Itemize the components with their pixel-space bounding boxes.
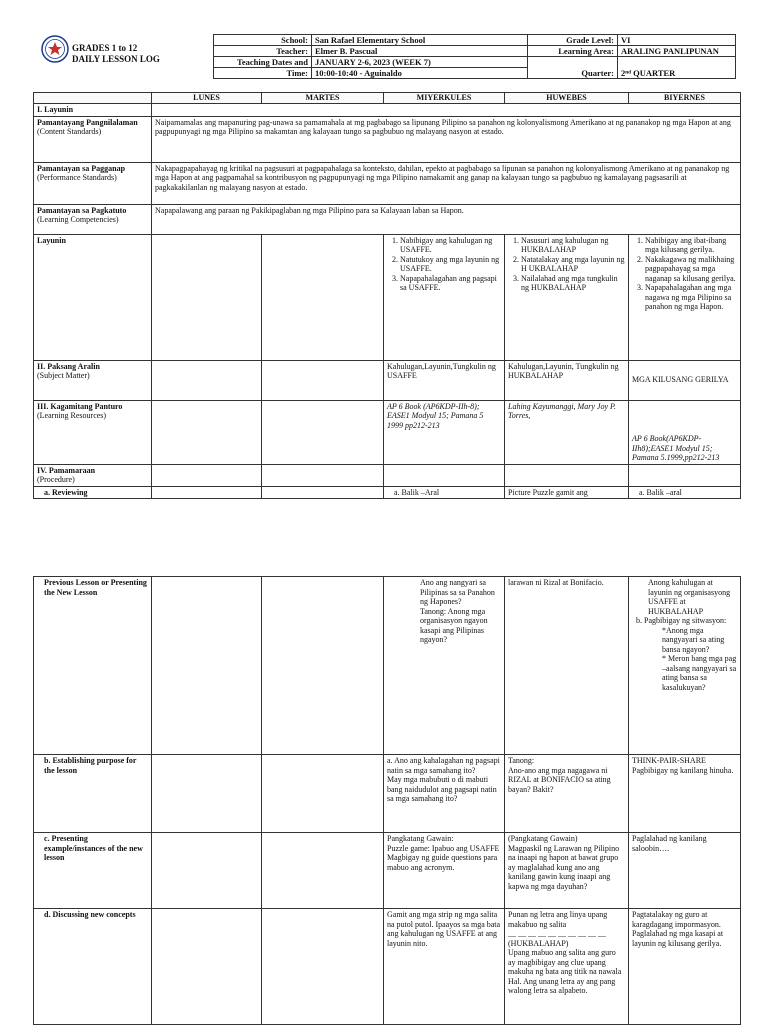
reviewing-label: a. Reviewing xyxy=(34,486,152,499)
prev-fri-c: *Anong mga nangyayari sa ating bansa ngayon? * Meron bang mga pag –aalsang nangyayari sa ating bansa sa kasalukuyan? xyxy=(662,625,737,692)
performance-standards-label xyxy=(34,162,152,204)
blank-cell xyxy=(152,833,262,909)
list-item: 2. Natutukoy ang mga layunin ng USAFFE. xyxy=(400,255,501,274)
list-item: 1. Nasusuri ang kahulugan ng HUKBALAHAP xyxy=(521,236,625,255)
list-item: 2. Nakakagawa ng malikhaing pagpapahayag sa mga naganap sa kilusang gerilya. xyxy=(645,255,737,284)
area-label: Learning Area: xyxy=(528,46,618,57)
label-sub: (Learning Competencies) xyxy=(37,215,119,224)
blank-cell xyxy=(262,400,384,464)
dates-value: JANUARY 2-6, 2023 (WEEK 7) xyxy=(312,57,528,68)
subject-thu: Kahulugan,Layunin, Tungkulin ng HUKBALAHAP xyxy=(505,360,629,400)
learning-competencies-text: Napapalawang ang paraan ng Pakikipaglaban ng mga Pilipino para sa Kalayaan laban sa Hapon. xyxy=(152,204,741,234)
blank-cell xyxy=(262,464,384,486)
discuss-thu: Punan ng letra ang linya upang makabuo ng salita __ __ __ __ __ __ __ __ __ __ (HUKBALAHAP) Upang mabuo ang salita ang guro ay magbibigay ang clue upang makuha ng bata ang titik na nawala Hal. Ang unang letra ay ang pang walong letra sa alpabeto. xyxy=(505,909,629,1025)
page-2 xyxy=(0,545,768,1024)
discuss-fri: Pagtatalakay ng guro at karagdagang impormasyon. Paglalahad ng mga kasapi at layunin ng kilusang gerilya. xyxy=(629,909,741,1025)
blank-cell xyxy=(505,464,629,486)
previous-lesson-label: Previous Lesson or Presenting the New Lesson xyxy=(34,577,152,755)
label-text: II. Paksang Aralin xyxy=(37,361,100,371)
present-fri: Paglalahad ng kanilang saloobin…. xyxy=(629,833,741,909)
quarter-label: Quarter: xyxy=(528,57,618,79)
blank-cell xyxy=(262,234,384,360)
learning-competencies-label xyxy=(34,204,152,234)
section-layunin: I. Layunin xyxy=(34,104,152,117)
school-value: San Rafael Elementary School xyxy=(312,35,528,46)
deped-seal-icon xyxy=(41,35,69,63)
resources-label xyxy=(34,400,152,464)
resources-thu: Lahing Kayumanggi, Mary Joy P. Torres, xyxy=(505,400,629,464)
time-label: Time: xyxy=(214,68,312,79)
lesson-table-continued xyxy=(33,576,741,1025)
presenting-label: c. Presenting example/instances of the new lesson xyxy=(34,833,152,909)
discussing-label: d. Discussing new concepts xyxy=(34,909,152,1025)
blank-cell xyxy=(152,360,262,400)
day-header: HUWEBES xyxy=(505,93,629,104)
prev-fri-b: b. Pagbibigay ng sitwasyon: xyxy=(636,616,727,625)
document-title xyxy=(72,43,160,65)
performance-standards-text: Nakapagpapahayag ng kritikal na pagsusuri at pagpapahalaga sa konteksto, dahilan, epekto at pagbabago sa lipunan sa panahon ng kolonyalismong Amerikano at ng pananakop ng mga Hapon at ang pagpamahal sa kontribusyon ng pagpupunyagi ng mga Pilipino namakamit ang ganap na kalayaan tungo sa pagbubuo ng kamalayang pagsasarili at pagkakakilanlan ng malayang nasyon at estado. xyxy=(152,162,741,204)
objectives-wed xyxy=(384,234,505,360)
objectives-fri xyxy=(629,234,741,360)
label-sub: (Content Standards) xyxy=(37,127,102,136)
list-item: 3. Nailalahad ang mga tungkulin ng HUKBALAHAP xyxy=(521,274,625,293)
subject-fri: MGA KILUSANG GERILYA xyxy=(629,360,741,400)
grade-label: Grade Level: xyxy=(528,35,618,46)
list-item: 1. Nabibigay ang kahulugan ng USAFFE. xyxy=(400,236,501,255)
subject-matter-label xyxy=(34,360,152,400)
resources-fri: AP 6 Book(AP6KDP-IIh8);EASE1 Modyul 15; Pamana 5.1999,pp212-213 xyxy=(629,400,741,464)
area-value: ARALING PANLIPUNAN xyxy=(618,46,736,57)
blank-cell xyxy=(152,234,262,360)
blank-cell xyxy=(262,755,384,833)
label-text: III. Kagamitang Panturo xyxy=(37,401,123,411)
school-label: School: xyxy=(214,35,312,46)
label-text: Pamantayan sa Pagganap xyxy=(37,163,126,173)
blank-header xyxy=(34,93,152,104)
prev-wed: Ano ang nangyari sa Pilipinas sa sa Panahon ng Hapones? Tanong: Anong mga organisasyon ngayon kasapi ang Pilipinas ngayon? xyxy=(384,577,505,755)
blank-cell xyxy=(262,486,384,499)
blank-cell xyxy=(152,577,262,755)
blank-cell xyxy=(152,464,262,486)
label-sub: (Learning Resources) xyxy=(37,411,107,420)
content-standards-text: Naipamamalas ang mapanuring pag-unawa sa pamamahala at mg pagbabago sa lipunang Pilipino sa panahon ng kolonyalismong Amerikano at ng pananakop ng mga Hapon at ang pagpupunyagi ng mga Pilipino sa makamtan ang kalayaan tungo sa pagbubuo ng malayang nasyon at estado. xyxy=(152,116,741,162)
subject-wed: Kahulugan,Layunin,Tungkulin ng USAFFE xyxy=(384,360,505,400)
present-thu: (Pangkatang Gawain) Magpaskil ng Larawan ng Pilipino na inaapi ng hapon at bawat grupo ay maglalahad kung ano ang kanilang gawin kung inaapi ang kapwa ng mga dayuhan? xyxy=(505,833,629,909)
review-thu: Picture Puzzle gamit ang xyxy=(505,486,629,499)
header-table xyxy=(213,34,736,79)
label-text: IV. Pamamaraan xyxy=(37,465,96,475)
blank-cell xyxy=(152,400,262,464)
review-wed: a. Balik –Aral xyxy=(384,486,505,499)
procedure-label xyxy=(34,464,152,486)
label-text: Pamantayang Pangnilalaman xyxy=(37,117,138,127)
list-item: 2. Natatalakay ang mga layunin ng H UKBALAHAP xyxy=(521,255,625,274)
list-item: 1. Nabibigay ang ibat-ibang mga kilusang gerilya. xyxy=(645,236,737,255)
day-header-row xyxy=(34,93,741,104)
quarter-value: 2ⁿᵈ QUARTER xyxy=(618,57,736,79)
day-header: LUNES xyxy=(152,93,262,104)
title-line-2: DAILY LESSON LOG xyxy=(72,54,160,64)
time-value: 10:00-10:40 - Aguinaldo xyxy=(312,68,528,79)
teacher-label: Teacher: xyxy=(214,46,312,57)
prev-fri xyxy=(629,577,741,755)
title-line-1: GRADES 1 to 12 xyxy=(72,43,138,53)
blank-cell xyxy=(152,755,262,833)
blank-cell xyxy=(262,833,384,909)
label-sub: (Subject Matter) xyxy=(37,371,90,380)
content-standards-label xyxy=(34,116,152,162)
blank-cell xyxy=(152,486,262,499)
day-header: BIYERNES xyxy=(629,93,741,104)
blank-cell xyxy=(152,104,741,117)
blank-cell xyxy=(629,464,741,486)
purpose-fri: THINK-PAIR-SHARE Pagbibigay ng kanilang hinuha. xyxy=(629,755,741,833)
day-header: MARTES xyxy=(262,93,384,104)
label-sub: (Performance Standards) xyxy=(37,173,117,182)
day-header: MIYERKULES xyxy=(384,93,505,104)
blank-cell xyxy=(262,909,384,1025)
objectives-label: Layunin xyxy=(34,234,152,360)
objectives-thu xyxy=(505,234,629,360)
purpose-label: b. Establishing purpose for the lesson xyxy=(34,755,152,833)
lesson-table xyxy=(33,92,741,499)
blank-cell xyxy=(384,464,505,486)
label-sub: (Procedure) xyxy=(37,475,75,484)
list-item: 3. Napapahalagahan ang mga nagawa ng mga Pilipino sa panahon ng mga Hapon. xyxy=(645,283,737,312)
discuss-wed: Gamit ang mga strip ng mga salita na putol putol. Ipaayos sa mga bata ang kahulugan ng USAFFE at ang layunin nito. xyxy=(384,909,505,1025)
blank-cell xyxy=(262,360,384,400)
resources-wed: AP 6 Book (AP6KDP-IIh-8); EASE1 Modyul 15; Pamana 5 1999 pp212-213 xyxy=(384,400,505,464)
teacher-value: Elmer B. Pascual xyxy=(312,46,528,57)
review-fri: a. Balik –aral xyxy=(629,486,741,499)
grade-value: VI xyxy=(618,35,736,46)
list-item: 3. Napapahalagahan ang pagsapi sa USAFFE. xyxy=(400,274,501,293)
purpose-thu: Tanong: Ano-ano ang mga nagagawa ni RIZAL at BONIFACIO sa ating bayan? Bakit? xyxy=(505,755,629,833)
present-wed: Pangkatang Gawain: Puzzle game: Ipabuo ang USAFFE Magbigay ng guide questions para mabuo ang acronym. xyxy=(384,833,505,909)
blank-cell xyxy=(262,577,384,755)
prev-fri-a: Anong kahulugan at layunin ng organisasyong USAFFE at HUKBALAHAP xyxy=(648,578,731,616)
blank-cell xyxy=(152,909,262,1025)
dates-label: Teaching Dates and xyxy=(214,57,312,68)
prev-thu: larawan ni Rizal at Bonifacio. xyxy=(505,577,629,755)
purpose-wed: a. Ano ang kahalagahan ng pagsapi natin sa mga samahang ito? May mga mabubuti o di mabuti bang naidudulot ang pagsapi natin sa mga samahang ito? xyxy=(384,755,505,833)
label-text: Pamantayan sa Pagkatuto xyxy=(37,205,127,215)
